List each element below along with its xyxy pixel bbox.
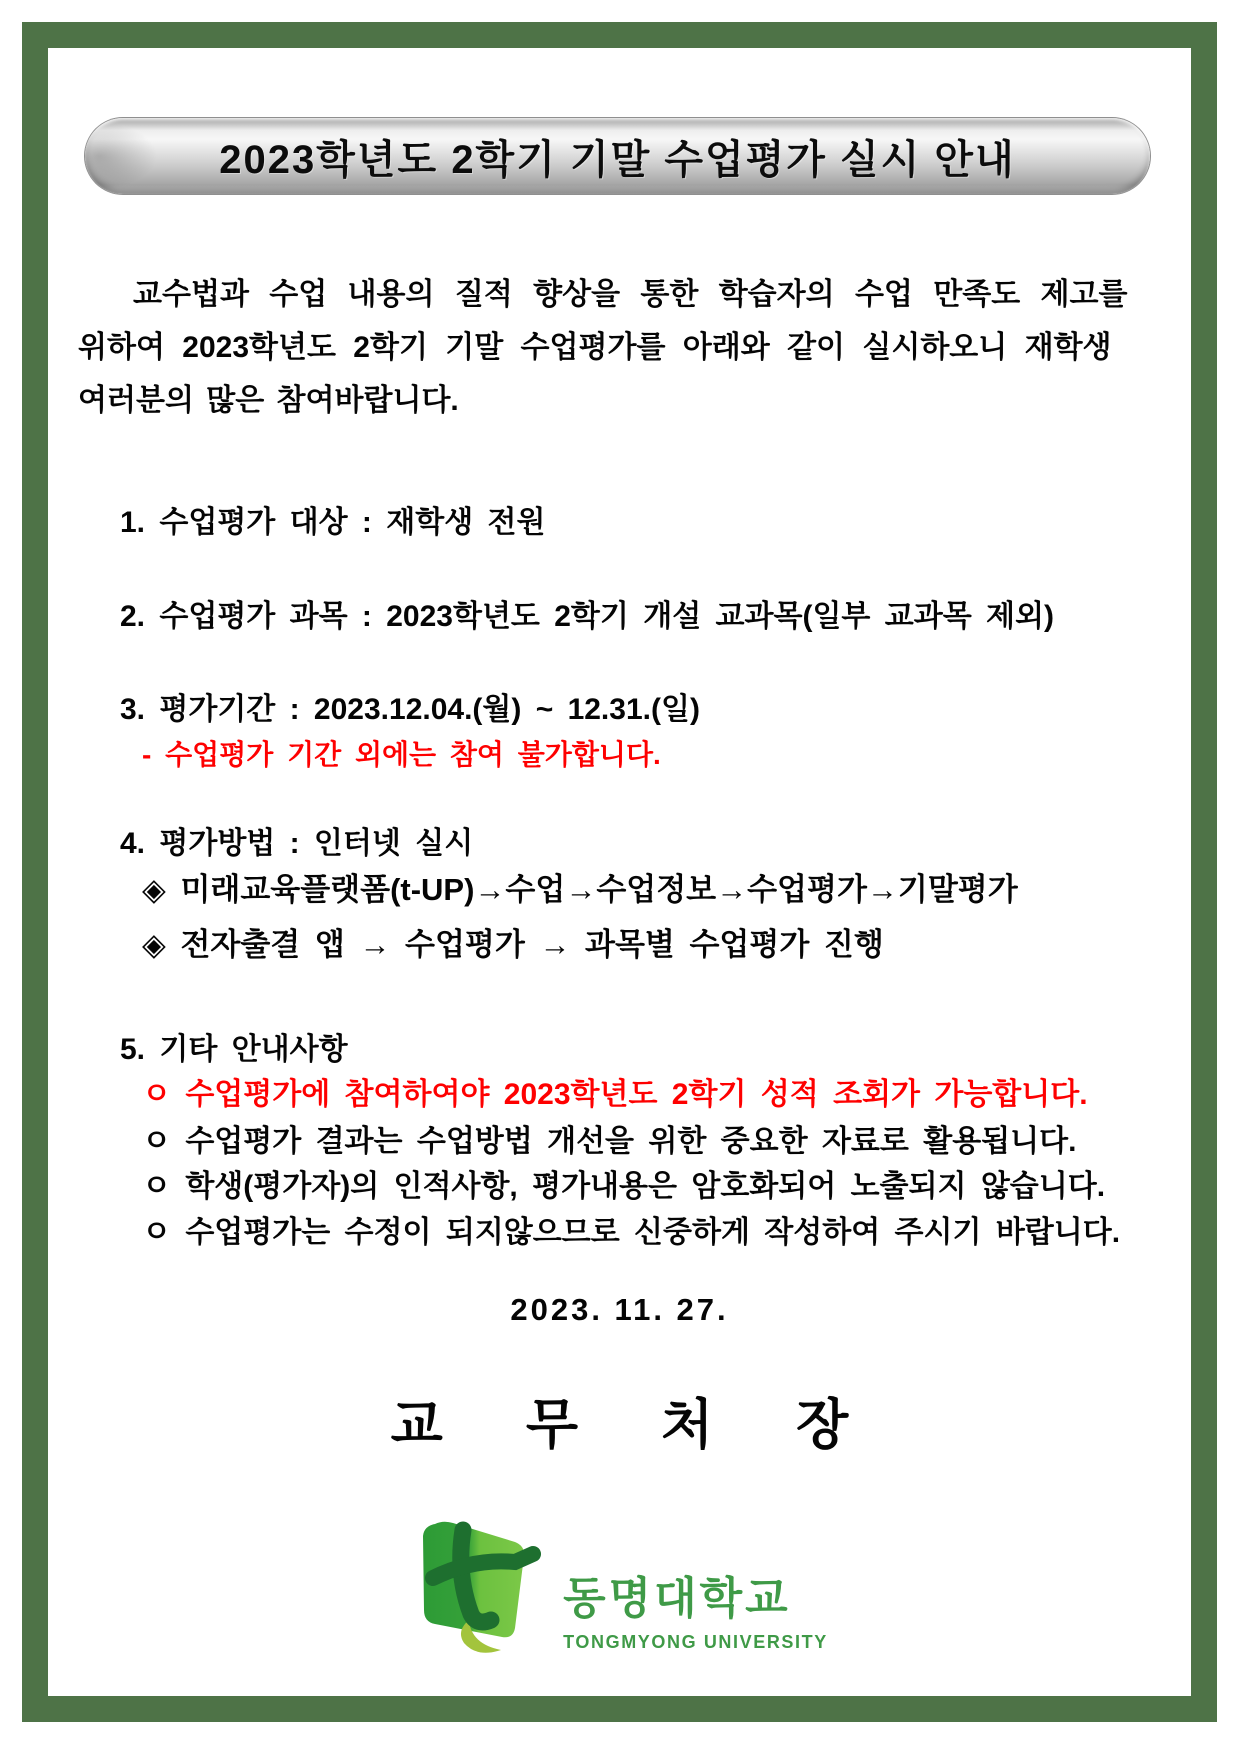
section-5-note-3: ㅇ 수업평가는 수정이 되지않으므로 신중하게 작성하여 주시기 바랍니다. [142, 1216, 1121, 1249]
university-name-english: TONGMYONG UNIVERSITY [563, 1631, 828, 1652]
intro-line-2: 위하여 2023학년도 2학기 기말 수업평가를 아래와 같이 실시하오니 재학생 [78, 331, 1112, 364]
section-3-red-note: - 수업평가 기간 외에는 참여 불가합니다. [142, 739, 661, 770]
section-2-subjects: 2. 수업평가 과목 : 2023학년도 2학기 개설 교과목(일부 교과목 제외) [120, 600, 1054, 633]
notice-date: 2023. 11. 27. [510, 1292, 729, 1327]
section-4-bullet-app-path: ◈ 전자출결 앱 → 수업평가 → 과목별 수업평가 진행 [142, 927, 884, 962]
section-5-note-2: ㅇ 학생(평가자)의 인적사항, 평가내용은 암호화되어 노출되지 않습니다. [142, 1170, 1106, 1203]
university-logo-text [563, 1562, 828, 1653]
university-name-korean: 동명대학교 [563, 1573, 791, 1623]
title-banner [85, 118, 1150, 194]
section-3-period: 3. 평가기간 : 2023.12.04.(월) ~ 12.31.(일) [120, 693, 700, 726]
university-logo-icon [411, 1512, 549, 1664]
page-title: 2023학년도 2학기 기말 수업평가 실시 안내 [219, 137, 1016, 182]
section-5-note-1: ㅇ 수업평가 결과는 수업방법 개선을 위한 중요한 자료로 활용됩니다. [142, 1125, 1077, 1158]
intro-line-1: 교수법과 수업 내용의 질적 향상을 통한 학습자의 수업 만족도 제고를 [133, 278, 1128, 311]
section-4-bullet-tup-path: ◈ 미래교육플랫폼(t-UP)→수업→수업정보→수업평가→기말평가 [142, 872, 1018, 907]
section-1-target: 1. 수업평가 대상 : 재학생 전원 [120, 506, 546, 539]
section-4-method: 4. 평가방법 : 인터넷 실시 [120, 827, 474, 860]
section-5-other: 5. 기타 안내사항 [120, 1033, 348, 1066]
university-logo [0, 1512, 1239, 1664]
section-5-red-note: ㅇ 수업평가에 참여하여야 2023학년도 2학기 성적 조회가 가능합니다. [142, 1078, 1088, 1111]
signature-dean-of-academic-affairs: 교 무 처 장 [390, 1395, 883, 1455]
intro-line-3: 여러분의 많은 참여바랍니다. [78, 384, 459, 417]
intro-paragraph [78, 268, 1166, 427]
